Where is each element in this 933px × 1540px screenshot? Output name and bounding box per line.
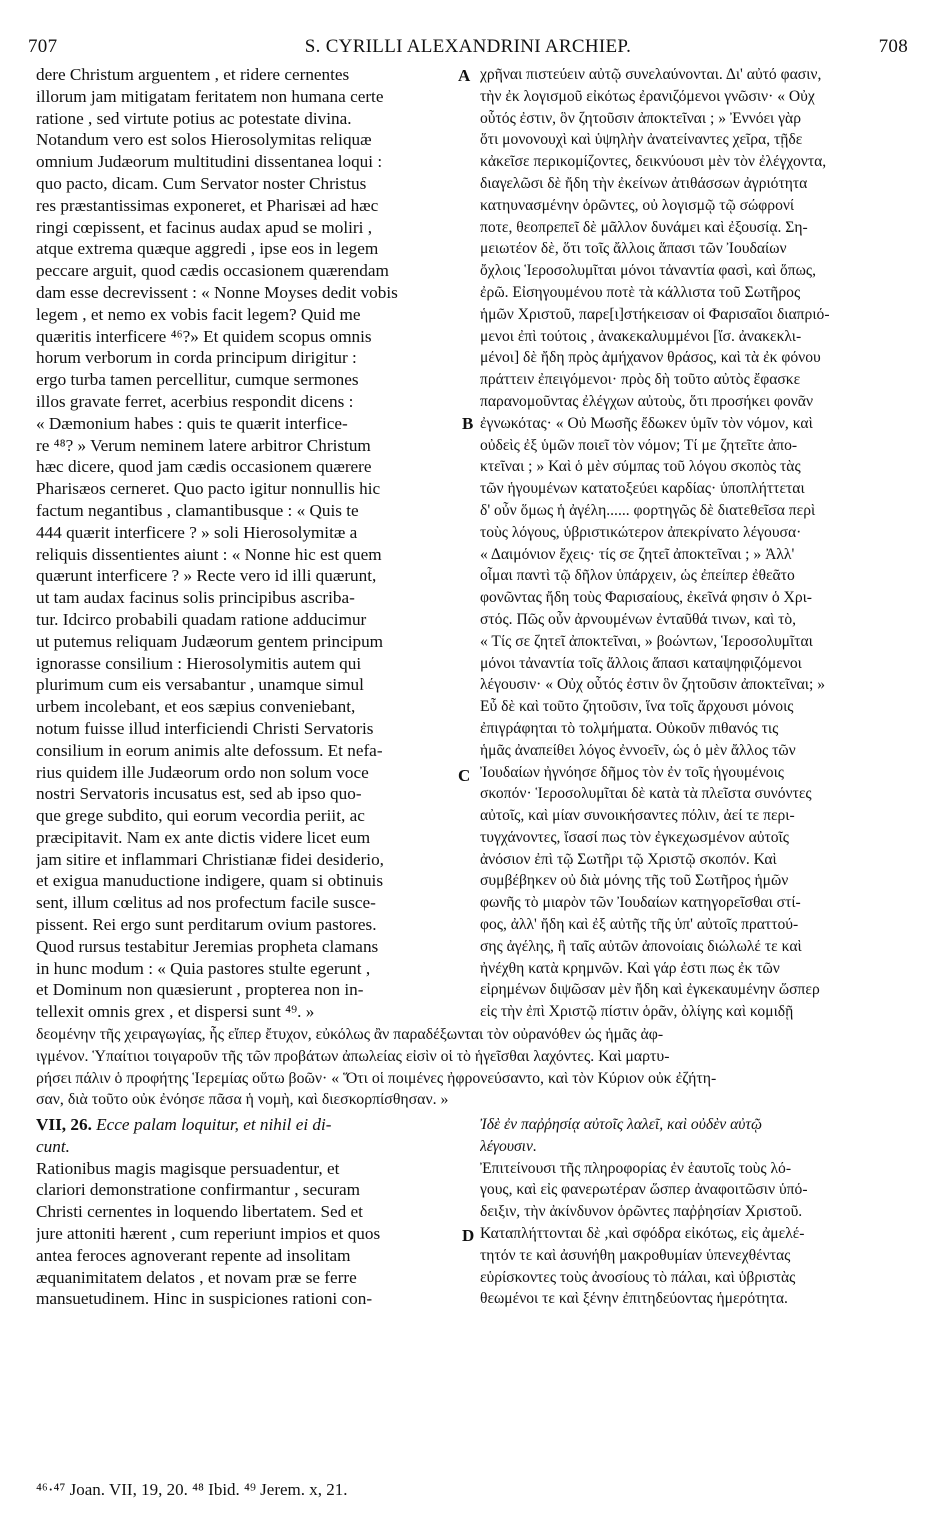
greek-lemma-cont: λέγουσιν. xyxy=(480,1137,537,1155)
greek-line: γους, καὶ εἰς φανερωτέραν ὥσπερ ἀναφοιτῶσιν ὑπό- xyxy=(480,1181,808,1199)
latin-line: peccare arguit, quod cædis occasionem quærendam xyxy=(36,261,389,281)
latin-line: res præstantissimas exponeret, et Pharisæi ad hæc xyxy=(36,195,379,215)
latin-line: illorum jam mitigatam feritatem non humana certe xyxy=(36,86,384,106)
greek-line: τοὺς λόγους, ὑβριστικώτερον ἀπεκρίνατο λέγουσα· xyxy=(480,523,802,541)
greek-line: « Τίς σε ζητεῖ ἀποκτεῖναι, » βοώντων, Ἱεροσολυμῖται xyxy=(480,632,813,650)
greek-line: σκοπόν· Ἱεροσολυμῖται δὲ κατὰ τὰ πλεῖστα συνόντες xyxy=(480,785,812,803)
latin-line: « Dæmonium habes : quis te quærit interfice- xyxy=(36,413,348,433)
greek-line: τῶν ἡγουμένων κατατοξεύει καρδίας· ὑποπλήττεται xyxy=(480,480,805,498)
greek-full-line: ρήσει πάλιν ὁ προφήτης Ἱερεμίας οὕτω βοῶν· « Ὅτι οἱ ποιμένες ἠφρονεύσαντο, καὶ τὸν Κύριον οὐκ ἐζήτη- xyxy=(36,1069,717,1087)
greek-line: διαγελῶσι δὲ ἤδη τὴν ἐκείνων ἀτιθάσσων ἀγριότητα xyxy=(480,174,808,192)
latin-line: antea feroces agnoverant repente ad insolitam xyxy=(36,1245,351,1265)
latin-lemma-cont: cunt. xyxy=(36,1136,70,1156)
latin-line: jure attoniti hærent , cum reperiunt impios et quos xyxy=(36,1223,381,1243)
margin-mark-d: D xyxy=(462,1226,475,1245)
latin-line: mansuetudinem. Hinc in suspiciones rationi con- xyxy=(36,1289,373,1309)
latin-section-text xyxy=(36,1158,456,1311)
greek-line: θεωμένοι τε καὶ ξένην ἐπιτηδεύοντας ἡμερότητα. xyxy=(480,1290,788,1308)
latin-line: in hunc modum : « Quia pastores stulte egerunt , xyxy=(36,958,371,978)
greek-line: συμβέβηκεν οὐ διὰ μόνης τῆς τοῦ Σωτῆρος ἡμῶν xyxy=(480,872,789,890)
latin-line: sent, illum cœlitus ad nos profectum facile susce- xyxy=(36,893,376,913)
greek-line: μένοι] δὲ ἤδη πρὸς ἀμήχανον θράσος, καὶ τὰ ἐκ φόνου xyxy=(480,349,821,367)
greek-section-text xyxy=(480,1158,905,1311)
greek-line: λέγουσιν· « Οὐχ οὗτός ἐστιν ὃν ζητοῦσιν ἀποκτεῖναι; » xyxy=(480,676,826,694)
right-page-number: 708 xyxy=(878,36,908,57)
greek-line: τυγχάνοντες, ἴσασί πως τὸν ἐγκεχωσμένον αὐτοῖς xyxy=(480,828,789,846)
greek-line: Εὖ δὲ καὶ τοῦτο ζητοῦσιν, ἵνα τοῖς ἄρχουσι μόνοις xyxy=(480,698,794,716)
latin-line: Quod rursus testabitur Jeremias propheta clamans xyxy=(36,936,379,956)
greek-line: αὐτοῖς, καὶ μίαν συνοικήσαντες πόλιν, ἀεί τε περι- xyxy=(480,807,795,825)
greek-line: ἡμᾶς ἀναπείθει λόγος ἐννοεῖν, ὡς ὁ μὲν ἄλλος τῶν xyxy=(480,741,796,759)
latin-line: æquanimitatem delatos , et novam præ se ferre xyxy=(36,1267,357,1287)
latin-line: clariori demonstratione confirmantur , securam xyxy=(36,1180,361,1200)
greek-full-line: δεομένην τῆς χειραγωγίας, ἧς εἴπερ ἔτυχον, εὐκόλως ἂν παραδέξωνται τὸν οὐρανόθεν ὡς ἡμᾶς ἀφ- xyxy=(36,1026,664,1043)
greek-line: ἐρῶ. Εἰσηγουμένου ποτὲ τὰ κάλλιστα τοῦ Σωτῆρος xyxy=(480,283,801,301)
latin-line: et exigua manuductione indigere, quam si obtinuis xyxy=(36,871,384,891)
greek-line: ὄχλοις Ἱεροσολυμῖται μόνοι τἀναντία φασὶ, καὶ ὅπως, xyxy=(480,262,816,280)
greek-line: δ' οὖν ὅμως ἡ ἀγέλη...... φορτηγῶς δὲ διατεθεῖσα περὶ xyxy=(480,501,816,519)
latin-line: Christi cernentes in loquendo libertatem. Sed et xyxy=(36,1202,363,1222)
greek-line: πράττειν ἐπειγόμενοι· πρὸς δὴ τοῦτο αὐτὸς ἔφασκε xyxy=(480,371,801,389)
latin-line: reliquis dissentientes aiunt : « Nonne hic est quem xyxy=(36,544,382,564)
greek-line: δειξιν, τὴν ἀκίνδυνον ὁρῶντες παῤῥησίαν Χριστοῦ. xyxy=(480,1203,803,1221)
greek-line: οἶμαι παντὶ τῷ δῆλον ὑπάρχειν, ὡς ἐπείπερ ἐθεᾶτο xyxy=(480,567,795,585)
greek-line: τητόν τε καὶ ἀσυνήθη μακροθυμίαν ὑπενεχθέντας xyxy=(480,1246,791,1264)
latin-line: horum verborum in corda principum dirigitur : xyxy=(36,348,357,368)
greek-line: μενοι ἐπὶ τούτοις , ἀνακεκαλυμμένοι [ἴσ. ἀνακεκλι- xyxy=(480,327,802,345)
latin-line: quærunt interficere ? » Recte vero id illi quærunt, xyxy=(36,566,377,586)
greek-line: φος, ἀλλ' ἤδη καὶ ἐξ αὐτῆς τῆς ὑπ' αὐτοῖς πραττού- xyxy=(480,916,799,934)
greek-line: κτεῖναι ; » Καὶ ὁ μὲν σύμπας τοῦ λόγου σκοπὸς τὰς xyxy=(480,458,801,476)
greek-full-width-block xyxy=(36,1024,906,1111)
greek-line: ποτε, θεοπρεπεῖ δὲ μᾶλλον δυνάμει καὶ ἐξουσίᾳ. Ση- xyxy=(480,218,808,236)
latin-lemma: Ecce palam loquitur, et nihil ei di- xyxy=(96,1115,332,1134)
latin-line: urbem incolebant, et eos sæpius conveniebant, xyxy=(36,697,356,717)
greek-line: οὗτός ἐστιν, ὃν ζητοῦσιν ἀποκτεῖναι ; » Ἐννόει γὰρ xyxy=(480,109,801,127)
greek-line: φονῶντας ἤδη τοὺς Φαρισαίους, ἐκεῖνά φησιν ὁ Χρι- xyxy=(480,589,812,607)
latin-column xyxy=(36,64,456,1023)
greek-line: « Δαιμόνιον ἔχεις· τίς σε ζητεῖ ἀποκτεῖναι ; » Ἀλλ' xyxy=(480,545,795,563)
latin-section-vii-26 xyxy=(36,1114,456,1310)
latin-line: dam esse decrevissent : « Nonne Moyses dedit vobis xyxy=(36,282,398,302)
latin-line: illos gravate ferret, acerbius respondit dicens : xyxy=(36,391,354,411)
greek-line: ἀνόσιον ἐπὶ τῷ Σωτῆρι τῷ Χριστῷ σκοπόν. Καὶ xyxy=(480,850,777,868)
margin-mark-c: C xyxy=(458,766,471,785)
section-reference: VII, 26. xyxy=(36,1115,92,1134)
latin-line: ringi cœpissent, et facinus audax apud se moliri , xyxy=(36,217,373,237)
latin-line: consilium in eorum animis alte defossum. Et nefa- xyxy=(36,740,383,760)
latin-line: re ⁴⁸? » Verum neminem latere arbitror Christum xyxy=(36,435,371,455)
latin-line: jam sitire et inflammari Christianæ fidei desiderio, xyxy=(36,849,384,869)
greek-line: τὴν ἐκ λογισμοῦ εἰκότως ἐρανιζόμενοι γνῶσιν· « Οὐχ xyxy=(480,87,815,105)
latin-line: ratione , sed virtute potius ac potestate divina. xyxy=(36,108,352,128)
left-page-number: 707 xyxy=(28,36,58,57)
page-header xyxy=(28,36,908,58)
greek-line: Ἰουδαίων ἠγνόησε δῆμος τὸν ἐν τοῖς ἡγουμένοις xyxy=(480,763,784,781)
latin-line: ut putemus reliquam Judæorum gentem principum xyxy=(36,631,384,651)
latin-line: plurimum cum eis versabantur , unamque simul xyxy=(36,675,364,695)
latin-line: notum fuisse illud interficiendi Christi Servatoris xyxy=(36,718,374,738)
margin-mark-a: A xyxy=(458,66,471,85)
latin-line: dere Christum arguentem , et ridere cernentes xyxy=(36,65,350,84)
latin-line: Pharisæos cerneret. Quo pacto igitur nonnullis hic xyxy=(36,479,381,499)
footnotes: ⁴⁶·⁴⁷ Joan. VII, 19, 20. ⁴⁸ Ibid. ⁴⁹ Jerem. x, 21. xyxy=(36,1480,348,1499)
greek-line: κἀκεῖσε περικομίζοντες, δεικνύουσι μὲν τὸν ἐλέγχοντα, xyxy=(480,153,827,171)
latin-line: tur. Idcirco probabili quadam ratione adducimur xyxy=(36,609,367,629)
greek-line: φωνῆς τὸ μιαρὸν τῶν Ἰουδαίων κατηγορεῖσθαι στί- xyxy=(480,894,801,912)
latin-line: factum negantibus , clamantibusque : « Quis te xyxy=(36,500,359,520)
greek-line: μόνοι τἀναντία τοῖς ἄλλοις ἅπασι καταψηφιζόμενοι xyxy=(480,654,802,672)
greek-line: κατηυνασμένην ὁρῶντες, οὐ λογισμῷ τῷ σώφρονί xyxy=(480,196,795,214)
latin-line: et Dominum non quæsierunt , propterea non in- xyxy=(36,980,364,1000)
greek-line: ἡμῶν Χριστοῦ, παρε[ι]στήκεισαν οἱ Φαρισαῖοι διαπριό- xyxy=(480,305,830,323)
latin-line: legem , et nemo ex vobis facit legem? Quid me xyxy=(36,304,361,324)
latin-line: Rationibus magis magisque persuadentur, et xyxy=(36,1158,340,1178)
latin-line: rius quidem ille Judæorum ordo non solum voce xyxy=(36,762,369,782)
greek-line: χρῆναι πιστεύειν αὐτῷ συνελαύνονται. Δι' αὐτό φασιν, xyxy=(480,66,822,83)
latin-line: ergo turba tamen percellitur, cumque sermones xyxy=(36,370,359,390)
greek-line: οὐδεὶς ἐξ ὑμῶν ποιεῖ τὸν νόμον; Τί με ζητεῖτε ἀπο- xyxy=(480,436,798,454)
greek-full-line: σαν, διὰ τοῦτο οὐκ ἐνόησε πᾶσα ἡ νομὴ, καὶ διεσκορπίσθησαν. » xyxy=(36,1091,449,1109)
margin-mark-b: B xyxy=(462,414,474,433)
latin-line: ut tam audax facinus solis principibus ascriba- xyxy=(36,588,355,608)
greek-line: εὑρίσκοντες τοὺς ἀνοσίους τὸ πάλαι, καὶ ὑβριστὰς xyxy=(480,1268,796,1286)
greek-line: Καταπλήττονται δὲ ,καὶ σφόδρα εἰκότως, εἰς ἀμελέ- xyxy=(480,1224,805,1242)
latin-line: quo pacto, dicam. Cum Servator noster Christus xyxy=(36,173,367,193)
latin-line: hæc dicere, quod jam cædis occasionem quærere xyxy=(36,457,372,477)
latin-line: Notandum vero est solos Hierosolymitas reliquæ xyxy=(36,130,372,150)
greek-lemma: Ἰδὲ ἐν παῤῥησίᾳ αὐτοῖς λαλεῖ, καὶ οὐδὲν αὐτῷ xyxy=(480,1116,763,1133)
greek-line: Ἐπιτείνουσι τῆς πληροφορίας ἐν ἑαυτοῖς τοὺς λό- xyxy=(480,1159,792,1177)
latin-line: tellexit omnis grex , et dispersi sunt ⁴⁹. » xyxy=(36,1002,315,1022)
latin-line: præcipitavit. Nam ex ante dictis videre licet eum xyxy=(36,827,371,847)
latin-line: 444 quærit interficere ? » soli Hierosolymitæ a xyxy=(36,522,358,542)
greek-line: σης ἀγέλης, ἣ ταῖς αὐτῶν ἀπονοίαις διώλωλέ τε καὶ xyxy=(480,937,802,955)
greek-full-line: ιγμένον. Ὑπαίτιοι τοιγαροῦν τῆς τῶν προβάτων ἀπωλείας εἰσὶν οἱ τὸ ἡγεῖσθαι λαχόντες. Καὶ μαρτυ- xyxy=(36,1047,670,1065)
latin-line: atque extrema quæque aggredi , ipse eos in legem xyxy=(36,239,379,259)
greek-line: μειωτέον δὲ, ὅτι τοῖς ἄλλοις ἅπασι τῶν Ἰουδαίων xyxy=(480,240,787,258)
greek-column xyxy=(480,64,905,1023)
latin-line: pissent. Rei ergo sunt perditarum ovium pastores. xyxy=(36,915,377,935)
latin-line: quæritis interficere ⁴⁶?» Et quidem scopus omnis xyxy=(36,326,372,346)
latin-line: ignorasse consilium : Hierosolymitis autem qui xyxy=(36,653,362,673)
latin-line: que grege subdito, qui eorum vecordia periit, ac xyxy=(36,806,365,826)
greek-line: εἰς τὴν ἐπὶ Χριστῷ πίστιν ὁρᾶν, ὀλίγης καὶ κομιδῇ xyxy=(480,1003,794,1021)
greek-section-vii-26 xyxy=(480,1114,905,1310)
running-title: S. CYRILLI ALEXANDRINI ARCHIEP. xyxy=(304,36,632,57)
greek-line: ὅτι μονονουχὶ καὶ ὑψηλὴν ἀνατείναντες χεῖρα, τῇδε xyxy=(480,131,803,149)
greek-line: ἐγνωκότας· « Οὐ Μωσῆς ἔδωκεν ὑμῖν τὸν νόμον, καὶ xyxy=(480,414,813,432)
greek-line: στός. Πῶς οὖν ἀρνουμένων ἐνταῦθά τινων, καὶ τὸ, xyxy=(480,610,797,628)
greek-line: ἠνέχθη κατὰ κρημνῶν. Καὶ γάρ ἐστι πως ἐκ τῶν xyxy=(480,959,780,977)
latin-line: nostri Servatoris incusatus est, sed ab ipso quo- xyxy=(36,784,362,804)
latin-line: omnium Judæorum multitudini dissentanea loqui : xyxy=(36,152,383,172)
greek-line: ἐπιγράφηται τὸ τολμήματα. Οὐκοῦν πιθανός τις xyxy=(480,719,779,737)
greek-line: εἰρημένων διψῶσαν μὲν ἤδη καὶ ἐγκεκαυμένην ὥσπερ xyxy=(480,981,820,999)
greek-line: παρανομοῦντας ἐλέγχων αὐτοὺς, ὅτι προσήκει φονᾶν xyxy=(480,392,814,410)
